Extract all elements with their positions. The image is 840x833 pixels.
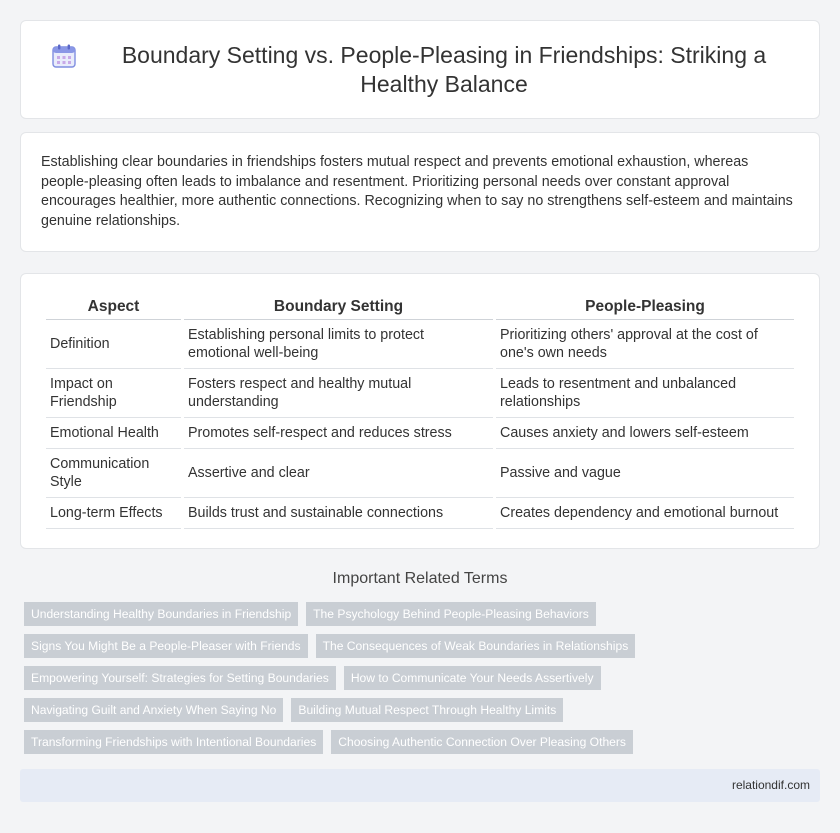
- related-term-tag[interactable]: Empowering Yourself: Strategies for Setting Boundaries: [24, 666, 336, 690]
- related-terms-list: [24, 602, 824, 762]
- related-term-tag[interactable]: Navigating Guilt and Anxiety When Saying No: [24, 698, 283, 722]
- table-row: [46, 369, 794, 418]
- pleasing-cell: Prioritizing others' approval at the cost of one's own needs: [496, 320, 794, 369]
- page-title: Boundary Setting vs. People-Pleasing in Friendships: Striking a Healthy Balance: [121, 41, 767, 97]
- pleasing-cell: Causes anxiety and lowers self-esteem: [496, 418, 794, 449]
- related-term-tag[interactable]: How to Communicate Your Needs Assertively: [344, 666, 601, 690]
- header-boundary-setting: Boundary Setting: [184, 296, 493, 320]
- footer: [20, 769, 820, 802]
- related-term-tag[interactable]: Understanding Healthy Boundaries in Friendship: [24, 602, 298, 626]
- related-terms-heading: Important Related Terms: [332, 570, 508, 587]
- boundary-cell: Builds trust and sustainable connections: [184, 498, 493, 529]
- aspect-cell: Impact on Friendship: [46, 369, 181, 418]
- related-term-tag[interactable]: Building Mutual Respect Through Healthy Limits: [291, 698, 563, 722]
- tag-row: [24, 634, 824, 658]
- boundary-cell: Assertive and clear: [184, 449, 493, 498]
- boundary-cell: Establishing personal limits to protect emotional well-being: [184, 320, 493, 369]
- tag-row: [24, 602, 824, 626]
- tag-row: [24, 730, 824, 754]
- aspect-cell: Emotional Health: [46, 418, 181, 449]
- intro-card: [20, 132, 820, 252]
- aspect-cell: Long-term Effects: [46, 498, 181, 529]
- related-term-tag[interactable]: Transforming Friendships with Intentional Boundaries: [24, 730, 323, 754]
- calendar-icon: [51, 43, 77, 69]
- aspect-cell: Communication Style: [46, 449, 181, 498]
- aspect-cell: Definition: [46, 320, 181, 369]
- tag-row: [24, 666, 824, 690]
- related-term-tag[interactable]: The Consequences of Weak Boundaries in Relationships: [316, 634, 636, 658]
- related-term-tag[interactable]: Signs You Might Be a People-Pleaser with Friends: [24, 634, 308, 658]
- table-row: [46, 418, 794, 449]
- pleasing-cell: Creates dependency and emotional burnout: [496, 498, 794, 529]
- pleasing-cell: Passive and vague: [496, 449, 794, 498]
- intro-paragraph: Establishing clear boundaries in friendships fosters mutual respect and prevents emotional exhaustion, whereas people-pleasing often leads to imbalance and resentment. Prioritizing personal needs over constant approval encourages healthier, more authentic connections. Recognizing when to say no strengthens self-esteem and maintains genuine relationships.: [41, 154, 793, 229]
- header-people-pleasing: People-Pleasing: [496, 296, 794, 320]
- tag-row: [24, 698, 824, 722]
- boundary-cell: Fosters respect and healthy mutual understanding: [184, 369, 493, 418]
- comparison-table: [43, 296, 797, 529]
- table-row: [46, 449, 794, 498]
- related-term-tag[interactable]: Choosing Authentic Connection Over Pleasing Others: [331, 730, 633, 754]
- table-row: [46, 498, 794, 529]
- table-header-row: [46, 296, 794, 320]
- table-row: [46, 320, 794, 369]
- comparison-table-card: [20, 273, 820, 549]
- header-aspect: Aspect: [46, 296, 181, 320]
- footer-site-link[interactable]: relationdif.com: [731, 778, 810, 792]
- boundary-cell: Promotes self-respect and reduces stress: [184, 418, 493, 449]
- title-card: [20, 20, 820, 119]
- related-term-tag[interactable]: The Psychology Behind People-Pleasing Behaviors: [306, 602, 596, 626]
- pleasing-cell: Leads to resentment and unbalanced relationships: [496, 369, 794, 418]
